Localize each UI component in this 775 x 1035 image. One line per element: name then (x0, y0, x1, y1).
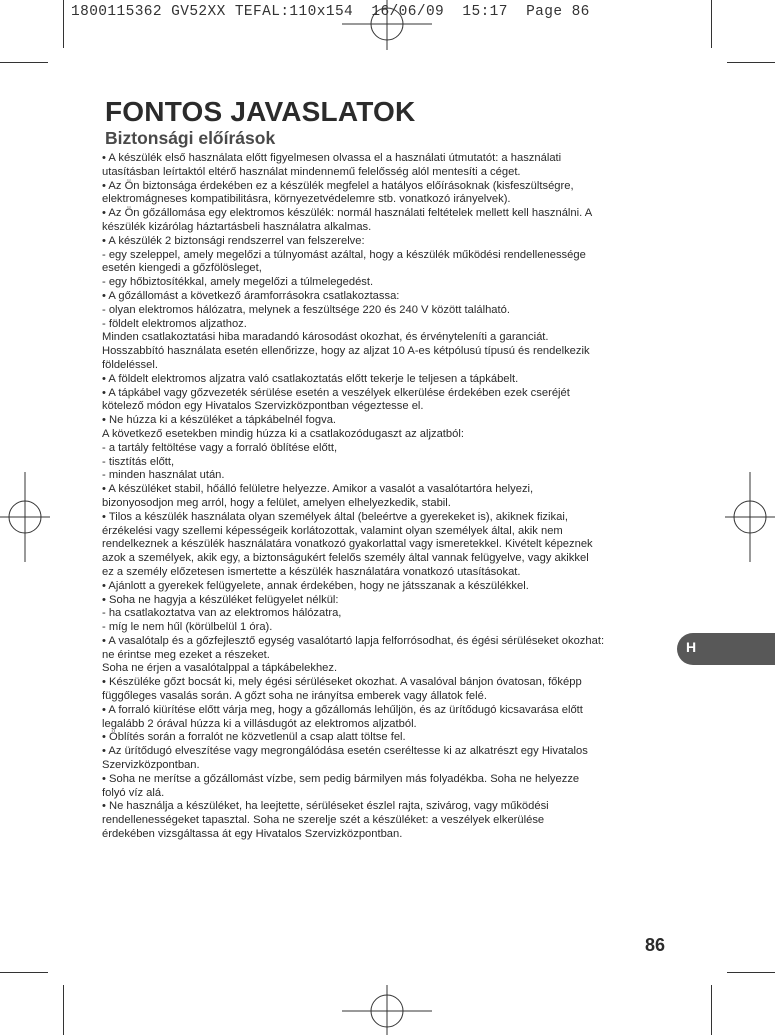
text-line: • Ne húzza ki a készüléket a tápkábelnél fogva. (102, 414, 337, 427)
crop-mark-top-left-h (0, 62, 48, 63)
text-line: • A készüléket stabil, hőálló felületre helyezze. Amikor a vasalót a vasalótartóra helyezi, (102, 483, 534, 496)
text-line: bizonyosodjon meg arról, hogy a felület, amelyen elhelyezkedik, stabil. (102, 496, 451, 509)
text-line: - ha csatlakoztatva van az elektromos hálózatra, (102, 607, 342, 620)
text-line: - egy hőbiztosítékkal, amely megelőzi a túlmelegedést. (102, 276, 374, 289)
language-tab-label: H (686, 639, 697, 655)
text-line: - földelt elektromos aljzathoz. (102, 317, 247, 330)
print-slug-header: 1800115362 GV52XX TEFAL:110x154 16/06/09 15:17 Page 86 (71, 4, 590, 20)
text-line: • Ne használja a készüléket, ha leejtette, sérüléseket észlel rajta, szivárog, vagy működési (102, 800, 549, 813)
page-title: FONTOS JAVASLATOK (105, 96, 416, 127)
text-line: Soha ne érjen a vasalótalppal a tápkábelekhez. (102, 662, 338, 675)
text-line: • Soha ne hagyja a készüléket felügyelet nélkül: (102, 593, 339, 606)
text-line: • Készüléke gőzt bocsát ki, mely égési sérüléseket okozhat. A vasalóval bánjon óvatosan, főképp (102, 676, 582, 689)
text-line: ne érintse meg ezeket a részeket. (102, 648, 270, 661)
page-number: 86 (645, 935, 666, 955)
registration-mark-right-icon (725, 472, 775, 562)
text-line: - egy szeleppel, amely megelőzi a túlnyomást azáltal, hogy a készülék működési rendellenessége (102, 248, 586, 261)
crop-mark-top-right-v (711, 0, 712, 48)
text-line: földeléssel. (102, 358, 158, 371)
text-line: • Tilos a készülék használata olyan személyek által (beleértve a gyerekeket is), akiknek fizikai, (102, 510, 568, 523)
text-line: • Ajánlott a gyerekek felügyelete, annak érdekében, hogy ne játsszanak a készülékkel. (102, 579, 529, 592)
text-line: • Az ürítődugó elveszítése vagy megrongálódása esetén cseréltesse ki az alkatrészt egy Hivatalos (102, 745, 588, 758)
text-line: • A földelt elektromos aljzatra való csatlakoztatás előtt tekerje le teljesen a tápkábelt. (102, 372, 519, 385)
section-subtitle: Biztonsági előírások (105, 128, 276, 148)
text-line: - míg le nem hűl (körülbelül 1 óra). (102, 621, 273, 634)
text-line: - tisztítás előtt, (102, 455, 175, 468)
text-line: rendelkeznek a készülék használatára vonatkozó gyakorlattal vagy ismeretekkel. Kivételt képeznek (102, 538, 593, 551)
registration-mark-top-icon (342, 0, 432, 50)
text-line: ez a személy előzetesen ismertette a készülék használatára vonatkozó utasításokat. (102, 565, 521, 578)
text-line: - minden használat után. (102, 469, 225, 482)
text-line: függőleges vasalás során. A gőzt soha ne irányítsa emberek vagy állatok felé. (102, 690, 487, 703)
registration-mark-left-icon (0, 472, 50, 562)
text-line: legalább 2 órával húzza ki a villásdugót az elektromos aljzatból. (102, 717, 417, 730)
text-line: érzékelési vagy szellemi képességeik korlátozottak, valamint olyan személyek által, akik nem (102, 524, 563, 537)
crop-mark-bottom-left-v (63, 985, 64, 1035)
text-line: • A gőzállomást a következő áramforrásokra csatlakoztassa: (102, 289, 400, 302)
crop-mark-bottom-left-h (0, 972, 48, 973)
text-line: • A forraló kiürítése előtt várja meg, hogy a gőzállomás lehűljön, és az ürítődugó kicsavarása előtt (102, 703, 583, 716)
text-line: • A készülék első használata előtt figyelmesen olvassa el a használati útmutatót: a használati (102, 152, 562, 164)
crop-mark-bottom-right-h (727, 972, 775, 973)
text-line: • Soha ne merítse a gőzállomást vízbe, sem pedig bármilyen más folyadékba. Soha ne helyezze (102, 772, 580, 785)
text-line: folyó víz alá. (102, 786, 165, 799)
text-line: • Az Ön biztonsága érdekében ez a készülék megfelel a hatályos előírásoknak (kisfeszültségre, (102, 179, 574, 192)
text-line: érdekében vizsgáltassa át egy Hivatalos Szervizközpontban. (102, 828, 403, 841)
text-line: Hosszabbító használata esetén ellenőrizze, hogy az aljzat 10 A-es kétpólusú típusú és rendelkezik (102, 345, 590, 358)
text-line: készülék kizárólag háztartásbeli használatra alkalmas. (102, 220, 372, 233)
text-line: esetén kiengedi a gőzfölösleget, (102, 262, 262, 275)
text-line: - olyan elektromos hálózatra, melynek a feszültsége 220 és 240 V között található. (102, 303, 510, 316)
safety-instructions-text (102, 152, 677, 842)
text-line: • A tápkábel vagy gőzvezeték sérülése esetén a veszélyek elkerülése érdekében ezek cseréjét (102, 386, 570, 399)
text-line: • Öblítés során a forralót ne közvetlenül a csap alatt töltse fel. (102, 731, 406, 744)
text-line: elektromágneses kompatibilitásra, környezetvédelemre stb. vonatkozó irányelvek). (102, 193, 511, 206)
crop-mark-top-right-h (727, 62, 775, 63)
text-line: • Az Ön gőzállomása egy elektromos készülék: normál használati feltételek mellett kell használni. A (102, 207, 593, 220)
text-line: Minden csatlakoztatási hiba maradandó károsodást okozhat, és érvényteleníti a garanciát. (102, 331, 549, 344)
text-line: rendellenességeket tapasztal. Soha ne szerelje szét a készüléket: a veszélyek elkerülése (102, 814, 545, 827)
crop-mark-top-left-v (63, 0, 64, 48)
crop-mark-bottom-right-v (711, 985, 712, 1035)
text-line: • A vasalótalp és a gőzfejlesztő egység vasalótartó lapja felforrósodhat, és égési sérüléseket okozhat: (102, 634, 605, 647)
text-line: Szervizközpontban. (102, 759, 200, 772)
text-line: - a tartály feltöltése vagy a forraló öblítése előtt, (102, 441, 338, 454)
registration-mark-bottom-icon (342, 985, 432, 1035)
text-line: kötelező módon egy Hivatalos Szervizközpontban végeztesse el. (102, 400, 424, 413)
text-line: • A készülék 2 biztonsági rendszerrel van felszerelve: (102, 234, 365, 247)
text-line: azok a személyek, akik egy, a biztonságukért felelős személy által vannak felügyelve, vagy akikkel (102, 552, 589, 565)
text-line: A következő esetekben mindig húzza ki a csatlakozódugaszt az aljzatból: (102, 427, 464, 440)
text-line: utasításban leírtaktól eltérő használat mindennemű felelősség alól mentesíti a céget. (102, 165, 521, 178)
